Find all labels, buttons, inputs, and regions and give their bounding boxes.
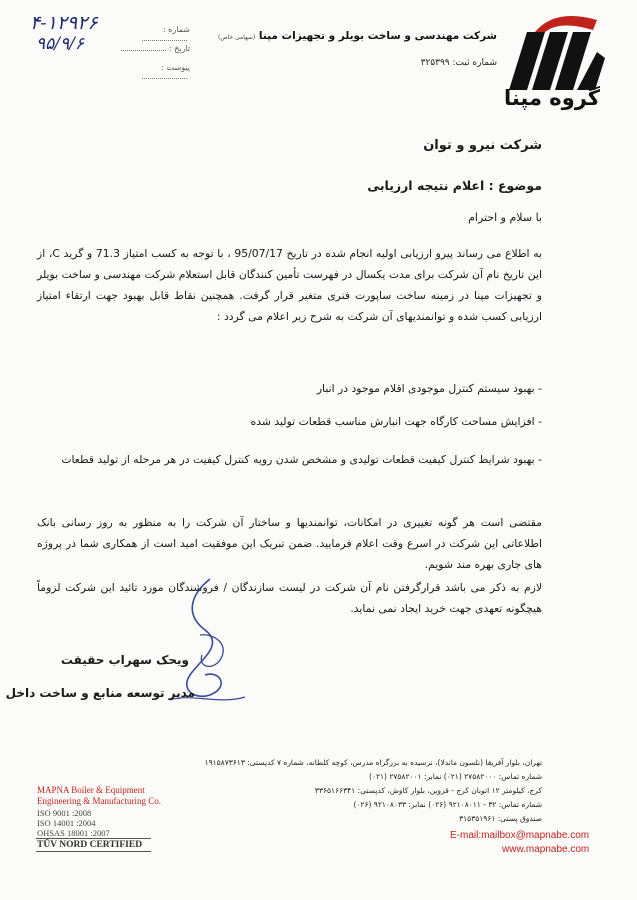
attachment-label: پیوست : [161,63,190,72]
date-label: تاریخ : [168,44,190,53]
divider [36,838,151,839]
english-company-line-2: Engineering & Manufacturing Co. [37,796,161,806]
recipient: شرکت نیرو و توان [423,138,542,153]
paragraph-3: لازم به ذکر می باشد قرارگرفتن نام آن شرکت در لیست سازندگان / فروشندگان مورد تائید این شرکت لزوماً هیچگونه تعهدی جهت خرید ایجاد نمی نماید. [37,581,542,615]
divider [36,851,151,852]
subject: موضوع : اعلام نتیجه ارزیابی [367,178,542,193]
list-item: - بهبود شرایط کنترل کیفیت قطعات تولیدی و مشخص شدن رویه کنترل کیفیت در هر مرحله از تولید قطعات [61,453,542,466]
website-link[interactable]: www.mapnabe.com [502,844,590,855]
paragraph-2: مقتضی است هر گونه تغییری در امکانات، توانمندیها و ساختار آن شرکت را به منظور به روز رسانی بانک اطلاعاتی این شرکت در اسرع وقت اعلام فرمایید. ضمن تبریک این موفقیت امید است از همکاری شما در پروژه های جاری بهره مند شویم. [37,516,542,571]
handwritten-date: ۹۵/۹/۶ [36,34,84,54]
english-company-line-1: MAPNA Boiler & Equipment [37,785,145,795]
address-line: کرج، کیلومتر ۱۲ اتوبان کرج - قزوین، بلوار کاوش، کدپستی: ۳۳۶۵۱۶۶۳۴۱ [314,786,542,795]
tuv-certified: TÜV NORD CERTIFIED [37,840,143,850]
iso-certificate: ISO 9001 :2008 [37,808,92,818]
list-item: - بهبود سیستم کنترل موجودی اقلام موجود در انبار [316,382,542,395]
address-line: صندوق پستی: ۳۱۵۳۵۱۹۶۱ [459,814,542,823]
logo-text: گروه مپنا [503,86,601,110]
company-name: شرکت مهندسی و ساخت بویلر و تجهیزات مپنا (سهامی خاص) [218,30,497,42]
number-field [120,25,190,43]
greeting: با سلام و احترام [468,211,542,224]
iso-certificate: ISO 14001 :2004 [37,818,96,828]
signatory-name: ویحک سهراب حقیقت [60,653,189,667]
address-line: شماره تماس: ۳۲ - ۹۲۱۰۸۰۱۱ (۰۲۶) نمابر: ۹۲۱۰۸۰۳۳ (۰۲۶) [353,800,542,809]
list-item: - افزایش مساحت کارگاه جهت انبارش مناسب قطعات تولید شده [250,415,542,428]
signatory-title: مدیر توسعه منابع و ساخت داخل [5,686,195,700]
handwritten-number: ۴-۱۲۹۲۶ [30,12,98,34]
address-line: تهران، بلوار آفریقا (نلسون ماندلا)، نرسیده به بزرگراه مدرس، کوچه کلطانه، شماره ۷ کدپستی: ۱۹۱۵۸۷۳۶۱۳ [204,758,542,767]
registration-number: شماره ثبت: ۳۲۵۳۹۹ [420,58,497,68]
company-suffix: (سهامی خاص) [218,34,256,41]
iso-certificate: OHSAS 18001 :2007 [37,828,110,838]
number-label: شماره : [162,25,190,34]
email-link[interactable]: E-mail:mailbox@mapnabe.com [450,830,590,841]
paragraph-1: به اطلاع می رساند پیرو ارزیابی اولیه انجام شده در تاریخ 95/07/17 ، با توجه به کسب امتیاز 71.3 و گرید C، از این تاریخ نام آن شرکت برای مدت یکسال در فهرست تأمین کنندگان قابل استعلام شرکت مهندسی و ساخت بویلر و تجهیزات مپنا در زمینه ساخت ساپورت فنری متغیر قرار گرفت. همچنین نقاط قابل بهبود جهت ارتقاء امتیاز ارزیابی کسب شده و توانمندیهای آن شرکت به شرح زیر اعلام می گردد : [37,247,542,323]
date-field [120,44,190,53]
address-line: شماره تماس: ۲۷۵۸۲۰۰۰ (۰۲۱) نمابر: ۲۷۵۸۲۰۰۱ (۰۲۱) [369,772,542,781]
attachment-field [120,63,190,81]
